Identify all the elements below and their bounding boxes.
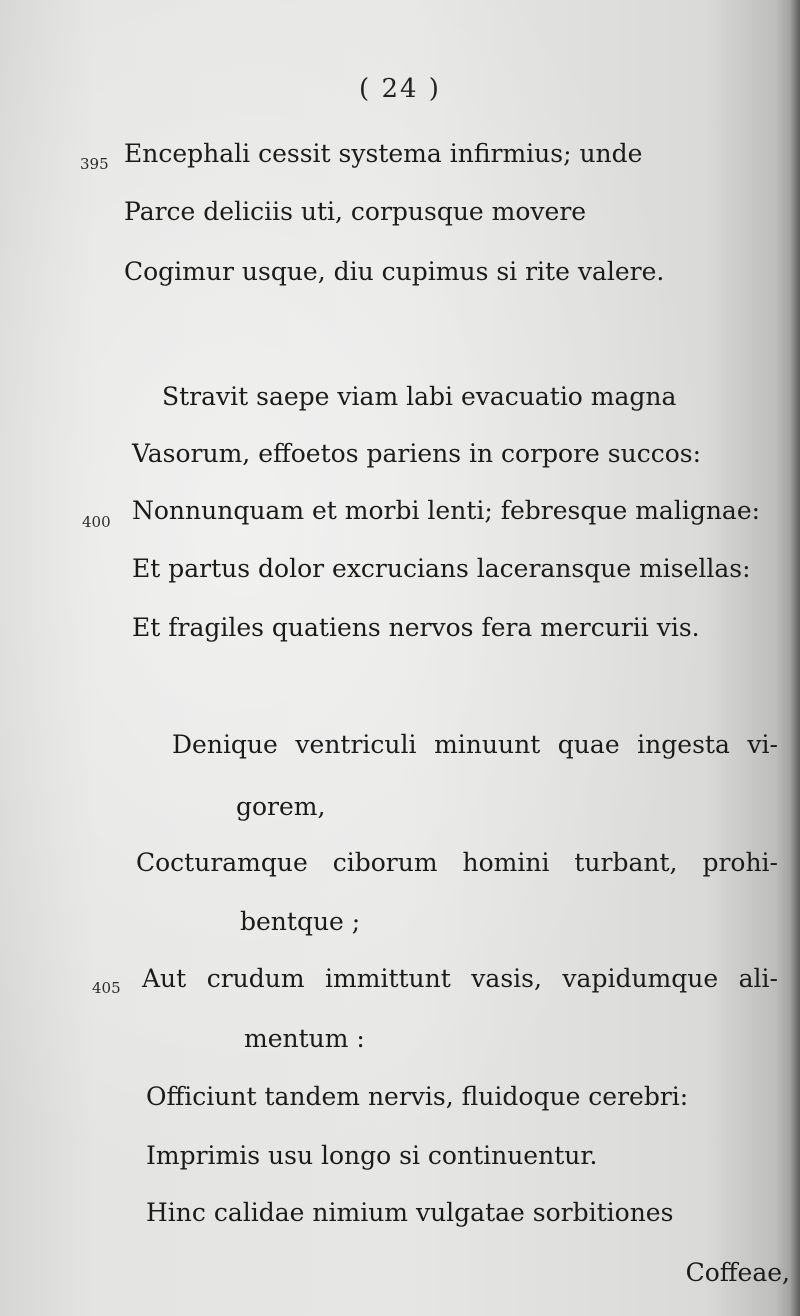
verse-line: Hinc calidae nimium vulgatae sorbitiones: [146, 1198, 674, 1227]
verse-line: Denique ventriculi minuunt quae ingesta vi-: [172, 730, 778, 759]
line-number-405: 405: [92, 979, 121, 997]
verse-line: Cocturamque ciborum homini turbant, prohi-: [136, 848, 778, 877]
verse-line: Nonnunquam et morbi lenti; febresque malignae:: [132, 496, 761, 525]
verse-line: Et partus dolor excrucians laceransque misellas:: [132, 554, 751, 583]
verse-line: Et fragiles quatiens nervos fera mercurii vis.: [132, 613, 700, 642]
page-edge-shadow: [790, 0, 800, 1316]
verse-line-continuation: bentque ;: [240, 907, 361, 936]
verse-line: Aut crudum immittunt vasis, vapidumque ali-: [142, 964, 778, 993]
verse-line: Stravit saepe viam labi evacuatio magna: [162, 382, 677, 411]
verse-line-continuation: gorem,: [236, 792, 326, 821]
verse-line: Imprimis usu longo si continuentur.: [146, 1141, 598, 1170]
verse-line: Vasorum, effoetos pariens in corpore succos:: [132, 439, 702, 468]
verse-line: Officiunt tandem nervis, fluidoque cerebri:: [146, 1082, 689, 1111]
verse-line-continuation: mentum :: [244, 1024, 365, 1053]
verse-line: Encephali cessit systema infirmius; unde: [124, 139, 643, 168]
verse-line: Parce deliciis uti, corpusque movere: [124, 197, 587, 226]
page-header: ( 24 ): [359, 74, 441, 104]
line-number-400: 400: [82, 513, 111, 531]
catchword: Coffeae,: [685, 1258, 790, 1287]
line-number-395: 395: [80, 155, 109, 173]
verse-line: Cogimur usque, diu cupimus si rite valere.: [124, 257, 665, 286]
